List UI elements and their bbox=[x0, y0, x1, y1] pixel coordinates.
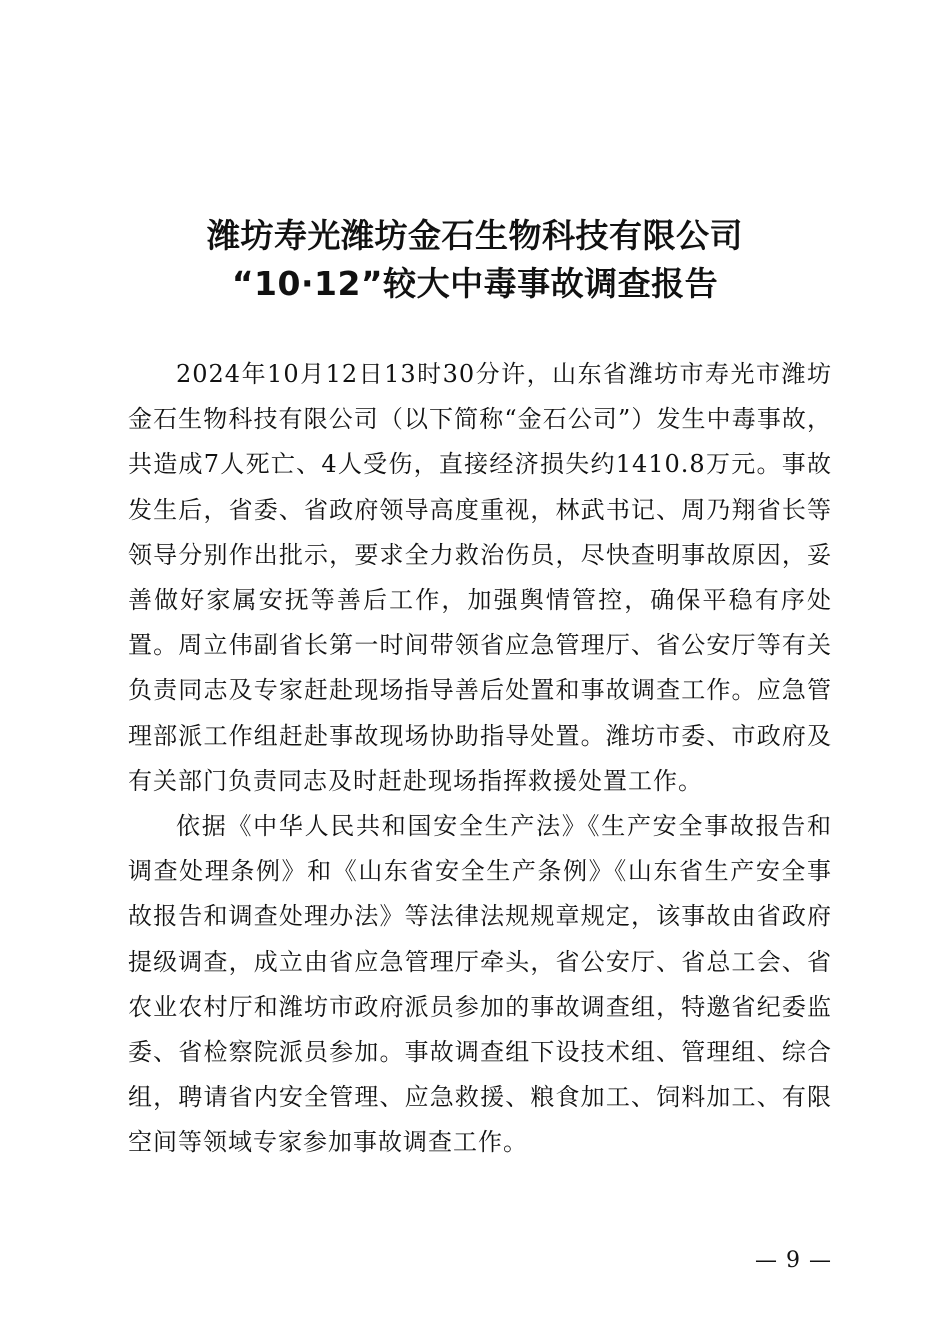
paragraph-1: 2024年10月12日13时30分许，山东省潍坊市寿光市潍坊金石生物科技有限公司（以下简称“金石公司”）发生中毒事故，共造成7人死亡、4人受伤，直接经济损失约1410.8万元。事故发生后，省委、省政府领导高度重视，林武书记、周乃翔省长等领导分别作出批示，要求全力救治伤员，尽快查明事故原因，妥善做好家属安抚等善后工作，加强舆情管控，确保平稳有序处置。周立伟副省长第一时间带领省应急管理厅、省公安厅等有关负责同志及专家赶赴现场指导善后处置和事故调查工作。应急管理部派工作组赶赴事故现场协助指导处置。潍坊市委、市政府及有关部门负责同志及时赶赴现场指挥救援处置工作。 bbox=[128, 360, 832, 795]
title-line-1: 潍坊寿光潍坊金石生物科技有限公司 bbox=[207, 216, 743, 255]
paragraph-2: 依据《中华人民共和国安全生产法》《生产安全事故报告和调查处理条例》和《山东省安全生产条例》《山东省生产安全事故报告和调查处理办法》等法律法规规章规定，该事故由省政府提级调查，成立由省应急管理厅牵头，省公安厅、省总工会、省农业农村厅和潍坊市政府派员参加的事故调查组，特邀省纪委监委、省检察院派员参加。事故调查组下设技术组、管理组、综合组，聘请省内安全管理、应急救援、粮食加工、饲料加工、有限空间等领域专家参加事故调查工作。 bbox=[128, 812, 832, 1157]
report-title bbox=[90, 212, 860, 308]
page-number: — 9 — bbox=[755, 1248, 832, 1273]
title-line-2: “10·12”较大中毒事故调查报告 bbox=[231, 264, 719, 303]
report-body bbox=[128, 352, 832, 1166]
